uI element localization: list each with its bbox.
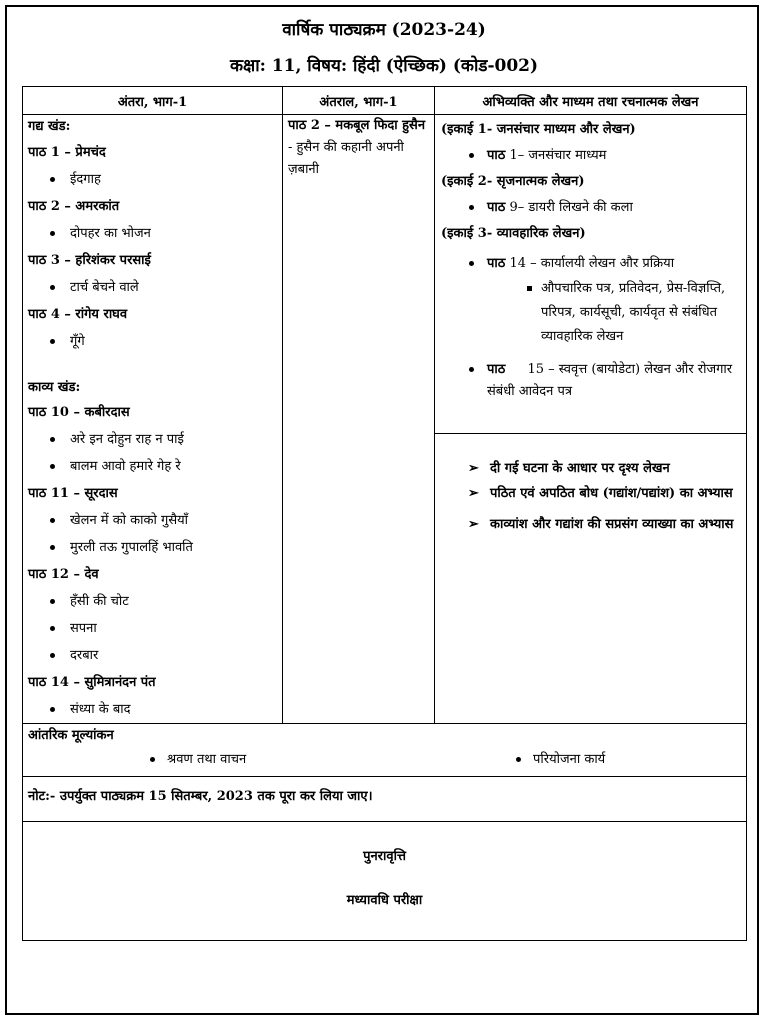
- list-item: पाठ 9– डायरी लिखने की कला: [441, 195, 741, 221]
- syllabus-table: [22, 86, 747, 941]
- list-item: ईदगाह: [28, 166, 277, 193]
- list-item: बालम आवो हमारे गेह रे: [28, 453, 277, 480]
- sub-list-item: औपचारिक पत्र, प्रतिवेदन, प्रेस-विज्ञप्ति, परिपत्र, कार्यसूची, कार्यवृत से संबंधित व्यावहारिक लेखन: [441, 277, 741, 349]
- gadya-heading: गद्य खंड:: [28, 119, 71, 134]
- arrow-icon: ➢: [468, 517, 479, 532]
- antaral-cell: [283, 115, 435, 724]
- spacer: [28, 355, 277, 377]
- content-row: [23, 115, 747, 434]
- list-item: टार्च बेचने वाले: [28, 274, 277, 301]
- note-row: [23, 777, 747, 822]
- list-item: पाठ 15 – स्ववृत्त (बायोडेटा) लेखन और रोजगार संबंधी आवेदन पत्र: [441, 355, 741, 407]
- note-text: नोट:- उपर्युक्त पाठ्यक्रम 15 सितम्बर, 2023 तक पूरा कर लिया जाए।: [23, 777, 747, 822]
- lesson-title: पाठ 11 – सूरदास: [28, 486, 118, 501]
- antaral-lesson: पाठ 2 – मकबूल फिदा हुसैन: [288, 118, 426, 133]
- list-item: पाठ 14 – कार्यालयी लेखन और प्रक्रिया: [441, 251, 741, 277]
- list-item: दरबार: [28, 642, 277, 669]
- lesson-title: पाठ 14 – सुमित्रानंदन पंत: [28, 675, 156, 690]
- table-header-row: [23, 87, 747, 115]
- list-item: श्रवण तथा वाचन: [150, 749, 246, 767]
- list-item: हँसी की चोट: [28, 588, 277, 615]
- list-item: पाठ 1– जनसंचार माध्यम: [441, 143, 741, 169]
- kavya-heading: काव्य खंड:: [28, 380, 81, 395]
- internal-assessment-title: आंतरिक मूल्यांकन: [28, 728, 114, 743]
- lesson-title: पाठ 12 – देव: [28, 567, 99, 582]
- internal-assessment-row: [23, 724, 747, 777]
- antara-cell: [23, 115, 283, 724]
- list-item: सपना: [28, 615, 277, 642]
- arrow-icon: ➢: [468, 461, 479, 476]
- list-item: ➢ दी गई घटना के आधार पर दृश्य लेखन: [440, 456, 741, 481]
- list-item: संध्या के बाद: [28, 696, 277, 723]
- column-header-antara: अंतरा, भाग-1: [23, 87, 283, 115]
- page-title: वार्षिक पाठ्यक्रम (2023-24): [282, 20, 486, 40]
- list-item: मुरली तऊ गुपालहिं भावति: [28, 534, 277, 561]
- unit-2-heading: (इकाई 2- सृजनात्मक लेखन): [441, 174, 585, 189]
- unit-3-heading: (इकाई 3- व्यावहारिक लेखन): [441, 226, 586, 241]
- unit-1-heading: (इकाई 1- जनसंचार माध्यम और लेखन): [441, 122, 636, 137]
- practice-cell: [435, 434, 747, 724]
- lesson-title: पाठ 3 – हरिशंकर परसाई: [28, 253, 151, 268]
- lesson-title: पाठ 4 – रांगेय राघव: [28, 307, 128, 322]
- lesson-title: पाठ 1 – प्रेमचंद: [28, 145, 106, 160]
- internal-assessment-cell: [23, 724, 747, 777]
- final-row: [23, 822, 747, 941]
- list-item: ➢ काव्यांश और गद्यांश की सप्रसंग व्याख्या का अभ्यास: [440, 512, 741, 537]
- list-item: खेलन में को काको गुसैयाँ: [28, 507, 277, 534]
- list-item: ➢ पठित एवं अपठित बोध (गद्यांश/पद्यांश) का अभ्यास: [440, 481, 741, 506]
- lesson-title: पाठ 2 – अमरकांत: [28, 199, 120, 214]
- midterm-exam-label: मध्यावधि परीक्षा: [346, 893, 423, 908]
- antaral-text: - हुसैन की कहानी अपनी ज़बानी: [288, 140, 404, 177]
- list-item: परियोजना कार्य: [516, 749, 605, 767]
- arrow-icon: ➢: [468, 486, 479, 501]
- column-header-antaral: अंतराल, भाग-1: [283, 87, 435, 115]
- column-header-abhivyakti: अभिव्यक्ति और माध्यम तथा रचनात्मक लेखन: [435, 87, 747, 115]
- final-cell: [23, 822, 747, 941]
- lesson-title: पाठ 10 – कबीरदास: [28, 405, 130, 420]
- list-item: दोपहर का भोजन: [28, 220, 277, 247]
- revision-label: पुनरावृत्ति: [363, 849, 406, 864]
- list-item: अरे इन दोहुन राह न पाई: [28, 426, 277, 453]
- internal-assessment-items: [28, 746, 741, 776]
- abhivyakti-cell: [435, 115, 747, 434]
- page-subtitle: कक्षा: 11, विषय: हिंदी (ऐच्छिक) (कोड-002): [229, 56, 539, 76]
- list-item: गूँगे: [28, 328, 277, 355]
